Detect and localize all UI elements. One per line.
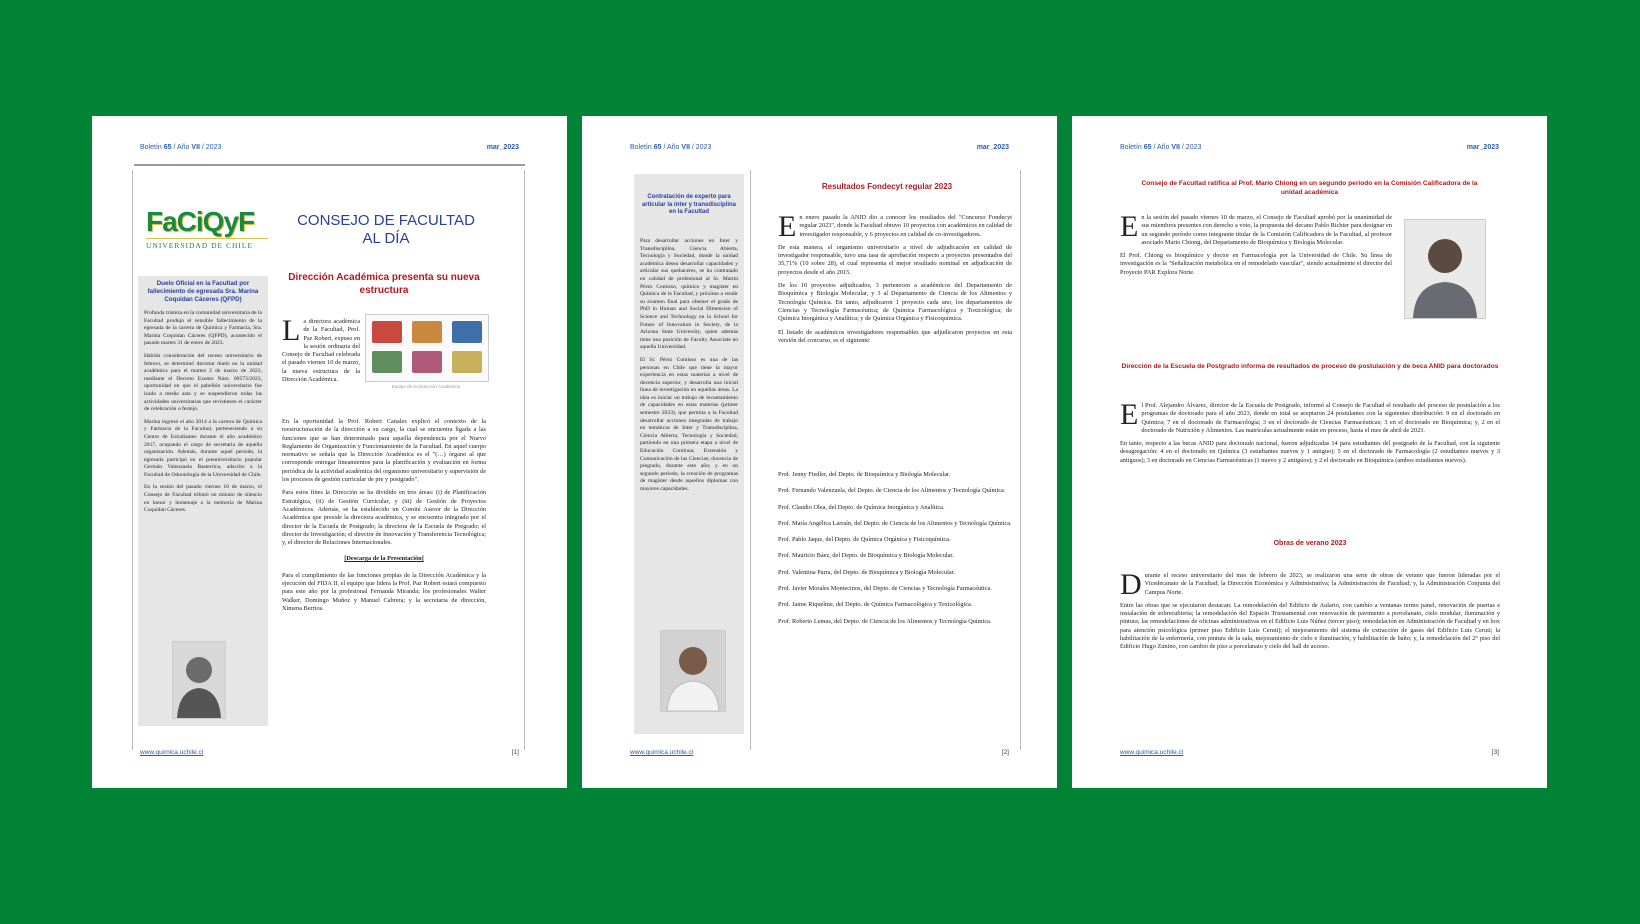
- article-body: En la sesión del pasado viernes 10 de marzo, el Consejo de Facultad aprobó por la unanimidad de sus miembros presentes con derecho a voto, la propuesta del decano Pablo Richter para designar en un segundo período como integrante titular de la Comisión Calificadora de la Facultad, al profesor asociado Mario Chiong, del Departamento de Bioquímica y Biología Molecular. El Prof. Chiong es bioquímico y doctor en Farmacología por la Universidad de Chile. Su línea de investigación es la "Señalización metabólica en el remodelado vascular", siendo actualmente el director del Proyecto PAR Explora Norte.: [1120, 210, 1392, 276]
- column-divider: [1020, 170, 1021, 750]
- portrait-photo: [660, 630, 726, 712]
- sidebar-text: Profunda tristeza en la comunidad universitaria de la Facultad produjo el sensible fallecimiento de la egresada de la carrera de Química y Farmacia, Sra. Marina Coquidan Cáceres (QFPD), acontecido el pasado martes 31 de enero de 2023. Habida consideración del receso universitario de febrero, se determinó decretar duelo en la unidad académica para el martes 2 de marzo de 2023, mediante el Decreto Exento Núm. 00573/2023, oportunidad en que el pabellón universitario fue izado a media asta y se suspendieron todas las actividades universitarias que revistiesen el carácter de celebración o festejo. Marina ingresó el año 2014 a la carrera de Química y Farmacia de la Facultad, perteneciendo a su Centro de Estudiantes durante el año académico 2017, ocupando el cargo de secretaria de aquella organización. Además, durante aquel periodo, la egresada participó en el preuniversitario popular Germán Valenzuela Basterrica, adscrito a la Facultad de Odontología de la Universidad de Chile. En la sesión del pasado viernes 10 de marzo, el Consejo de Facultad tributó un minuto de silencio en honor y homenaje a la memoria de Marina Coquidan Cáceres.: [144, 310, 262, 514]
- team-photo: [365, 314, 489, 382]
- article-title: Dirección de la Escuela de Postgrado informa de resultados de proceso de postulación y de beca ANID para doctorados: [1121, 363, 1499, 370]
- article-lead: La directora académica de la Facultad, Prof. Paz Robert, expuso en la sesión ordinaria del Consejo de Facultad celebrada el pasado viernes 10 de marzo, la nueva estructura de la Dirección Académica.: [282, 314, 360, 384]
- page-title: CONSEJO DE FACULTAD AL DÍA: [297, 212, 475, 247]
- website-link[interactable]: www.quimica.uchile.cl: [140, 749, 204, 756]
- article-title: Resultados Fondecyt regular 2023: [821, 182, 953, 191]
- list-item: Prof. Pablo Jaque, del Depto. de Química Orgánica y Fisicoquímica.: [778, 536, 951, 544]
- portrait-silhouette: [661, 631, 725, 711]
- list-item: Prof. Jenny Fiedler, del Depto. de Bioquímica y Biología Molecular.: [778, 471, 951, 478]
- download-link[interactable]: [Descarga de la Presentación]: [344, 555, 424, 563]
- website-link[interactable]: www.quimica.uchile.cl: [630, 749, 694, 756]
- newsletter-page-1: [92, 116, 567, 788]
- list-item: Prof. Valentina Parra, del Depto. de Bioquímica y Biología Molecular.: [778, 568, 956, 576]
- sidebar-title: Contratación de experto para articular la inter y transdisciplina en la Facultad: [641, 194, 737, 216]
- portrait-silhouette: [173, 642, 225, 718]
- list-item: Prof. Claudio Olea, del Depto. de Química Inorgánica y Analítica.: [778, 503, 945, 511]
- photo-caption: Equipo de la Dirección Académica: [391, 384, 461, 389]
- issue-date: mar_2023: [976, 144, 1009, 151]
- page-header: Boletín 65 / Año VII / 2023 mar_2023: [1120, 144, 1499, 151]
- newsletter-page-2: [582, 116, 1057, 788]
- portrait-photo: [1404, 219, 1486, 319]
- sidebar-text: Para desarrollar acciones en Inter y Transdisciplina, Ciencia Abierta, Tecnología y Sociedad, donde la unidad académica desea desarrollar capacidades y articular sus quehaceres, se ha contratado en calidad de profesional al Sr. Martín Pérez Comisso, químico y magíster en Química de la Facultad, y próximo a rendir su examen final para obtener el grado de PhD in Human and Social Dimension of Science and Technology en la School for Future of Innovation in Society, de la Arizona State University, quien además tiene una posición de Faculty Associate en aquella Universidad. El Sr. Pérez Comisso es una de las personas en Chile que tiene la mayor experiencia en estas materias a nivel de docencia superior, y desarrolla una inicial línea de investigación en aquellas áreas. La idea es iniciar un trabajo de levantamiento de capacidades en estas materias (primer semestre 2023), que permita a la Facultad desarrollar acciones integradas de trabajo en temáticas de Inter y Transdisciplina, Ciencia Abierta, Tecnología y Sociedad, partiendo en una primera etapa a nivel de Educación Continua; Extensión y Comunicación de las Ciencias; docencia de pregrado, durante este año; y en un segundo periodo, la creación de programas de magíster desde aquellos diplomas con mayores capacidades.: [640, 238, 738, 492]
- researcher-list: [778, 471, 1012, 634]
- header-rule: [134, 164, 525, 166]
- portrait-silhouette: [1405, 220, 1485, 318]
- page-number: [2]: [1001, 749, 1009, 756]
- newsletter-page-3: [1072, 116, 1547, 788]
- page-footer: [1120, 749, 1499, 756]
- article-body: En la oportunidad la Prof. Robert Canales explicó el contexto de la reestructuración de la dirección a su cargo, la cual se encuentra ligada a las funciones que se han determinado para aquella dependencia por el Nuevo Reglamento de Organización y Funcionamiento de la Facultad. En aquel cuerpo normativo se señala que la Dirección Académica es el "(…) órgano al que corresponde entregar lineamientos para la planificación y evaluación en forma periódica de la actividad académica del organismo universitario y supervisión de los procesos de gestión curricular de pre y postgrado". Para estos fines la Dirección se ha dividido en tres áreas: (i) de Planificación Estratégica, (ii) de Gestión Curricular, y (iii) de Gestión de Proyectos Académicos. Además, se ha establecido un Comité Asesor de la Dirección Académica que preside la directora académica, y se encuentra integrado por el director de la Escuela de Postgrado; la directora de la Escuela de Pregrado; el director de Investigación; el director de Innovación y Transferencia Tecnológica; y, el director de Relaciones Internacionales. [Descarga de la Presentación] Para el cumplimiento de las funciones propias de la Dirección Académica y la ejecución del FIDA II, el equipo que lidera la Prof. Paz Robert estará compuesto para este año por la profesional Fernanda Miranda; los profesionales Walter Walker, Domingo Muñoz y Manuel Cabrera; y la secretaria de dirección, Ximena Berrios.: [282, 418, 486, 612]
- portrait-photo: [172, 641, 226, 719]
- list-item: Prof. Mauricio Báez, del Depto. de Bioquímica y Biología Molecular.: [778, 552, 954, 560]
- article-title: Consejo de Facultad ratifica al Prof. Mario Chiong en un segundo período en la Comisión Calificadora de la unidad académica: [1141, 180, 1478, 196]
- article-title: Dirección Académica presenta su nueva estructura: [288, 272, 480, 296]
- list-item: Prof. Javier Morales Montecinos, del Depto. de Ciencias y Tecnología Farmacéutica.: [778, 585, 992, 593]
- column-divider: [132, 170, 133, 750]
- sidebar-box: [138, 276, 268, 726]
- article-title: Obras de verano 2023: [1273, 540, 1347, 547]
- list-item: Prof. Jaime Riquelme, del Depto. de Química Farmacológica y Toxicológica.: [778, 601, 973, 609]
- article-body: El Prof. Alejandro Álvarez, director de la Escuela de Postgrado, informó al Consejo de Facultad el resultado del proceso de postulación a los programas de doctorado para el año 2023, donde en total se aceptaron 24 postulantes con la siguientes distribución: 9 en el doctorado en Química; 7 en el doctorado de Farmacología; 3 en el doctorado de Ciencias Farmacéuticas; 3 en el doctorado en Bioquímica; y, 2 en el doctorado de Nutrición y Alimentos. Las matrículas actualmente están en proceso, hasta el mes de abril de 2023. En tanto, respecto a las becas ANID para doctorado nacional, fueron adjudicadas 14 para estudiantes del postgrado de la Facultad, con la siguiente desagregación: 4 en el doctorado en Química (3 estudiantes nuevos y 1 antiguo); 5 en el doctorado de Farmacología (2 estudiantes nuevos y 3 antiguos); 3 en doctorado en Ciencias Farmacéuticas (1 nuevo y 2 antiguos); y 2 el doctorado en Bioquímica (ambos estudiantes nuevos).: [1120, 398, 1500, 464]
- issue-date: mar_2023: [1466, 144, 1499, 151]
- page-number: [1]: [511, 749, 519, 756]
- article-body: Durante el receso universitario del mes de febrero de 2023, se realizaron una serie de obras de verano que fueron lideradas por el Vicedecanato de la Facultad; la Dirección Económica y Administrativa; la Administración de Facultad; y, la Administración Conjunta del Campus Norte. Entre las obras que se ejecutaron destacan: La remodelación del Edificio de Aulario, con cambio a ventanas termo panel, renovación de puertas e instalación de sobrecubierta; la remodelación del Espacio Triestamental con renovación de pavimento a porcelanato, cielo modular, iluminación y pintura; las remodelaciones de oficinas administrativas en el Edificio Luis Núñez (tercer piso); remodelación en Administración de Facultad y en box para atención psicológica (primer piso Edificio Luis Ceruti); el mejoramiento del sistema de extracción de gases del Edificio Luis Ceruti; la habilitación de la enfermería, con pintura de la sala, mejoramiento de cielo e iluminación, y habilitación de baño; y, la remodelación del 2° piso del Edificio Hugo Zunino, con cambio de piso a porcelanato y cielo del hall de acceso.: [1120, 568, 1500, 651]
- sidebar-box: [634, 174, 744, 734]
- list-item: Prof. María Angélica Larraín, del Depto. de Ciencia de los Alimentos y Tecnología Química.: [778, 519, 1012, 527]
- page-header: Boletín 65 / Año VII / 2023 mar_2023: [140, 144, 519, 151]
- page-header: Boletín 65 / Año VII / 2023 mar_2023: [630, 144, 1009, 151]
- page-footer: [140, 749, 519, 756]
- column-divider: [524, 170, 525, 750]
- website-link[interactable]: www.quimica.uchile.cl: [1120, 749, 1184, 756]
- faculty-logo: FaCiQyF UNIVERSIDAD DE CHILE: [146, 208, 268, 250]
- page-footer: [630, 749, 1009, 756]
- list-item: Prof. Roberto Lemus, del Depto. de Ciencia de los Alimentos y Tecnología Química.: [778, 617, 992, 625]
- page-number: [3]: [1491, 749, 1499, 756]
- article-body: En enero pasado la ANID dio a conocer los resultados del "Concurso Fondecyt regular 2023", donde la Facultad obtuvo 10 proyectos con académicos en calidad de investigador responsable, y 6 proyectos en calidad de co-investigadores. De esta manera, el organismo universitario a nivel de adjudicación en calidad de investigador responsable, tuvo una tasa de aprobación respecto a proyectos presentados del 35,71% (10 sobre 28), el cual representa el mejor resultado nominal en adjudicación de proyectos desde el año 2015. De los 10 proyectos adjudicados, 3 pertenecen a académicos del Departamento de Bioquímica y Biología Molecular, y 3 al Departamento de Ciencia de los Alimentos y Tecnología Química. En tanto, adjudicaron 1 proyecto cada uno, los departamentos de Ciencias y Tecnología Farmacéutica; de Química Farmacológica y Toxicológica; de Química Inorgánica y Analítica; y de Química Orgánica y Fisicoquímica. El listado de académicos investigadores responsables que adjudicaron proyectos en esta versión del concurso, es el siguiente:: [778, 210, 1012, 344]
- column-divider: [750, 170, 751, 750]
- issue-date: mar_2023: [486, 144, 519, 151]
- list-item: Prof. Fernando Valenzuela, del Depto. de Ciencia de los Alimentos y Tecnología Química.: [778, 487, 1006, 495]
- sidebar-title: Duelo Oficial en la Facultad por fallecimiento de egresada Sra. Marina Coquidan Cáceres (QFPD): [147, 280, 259, 303]
